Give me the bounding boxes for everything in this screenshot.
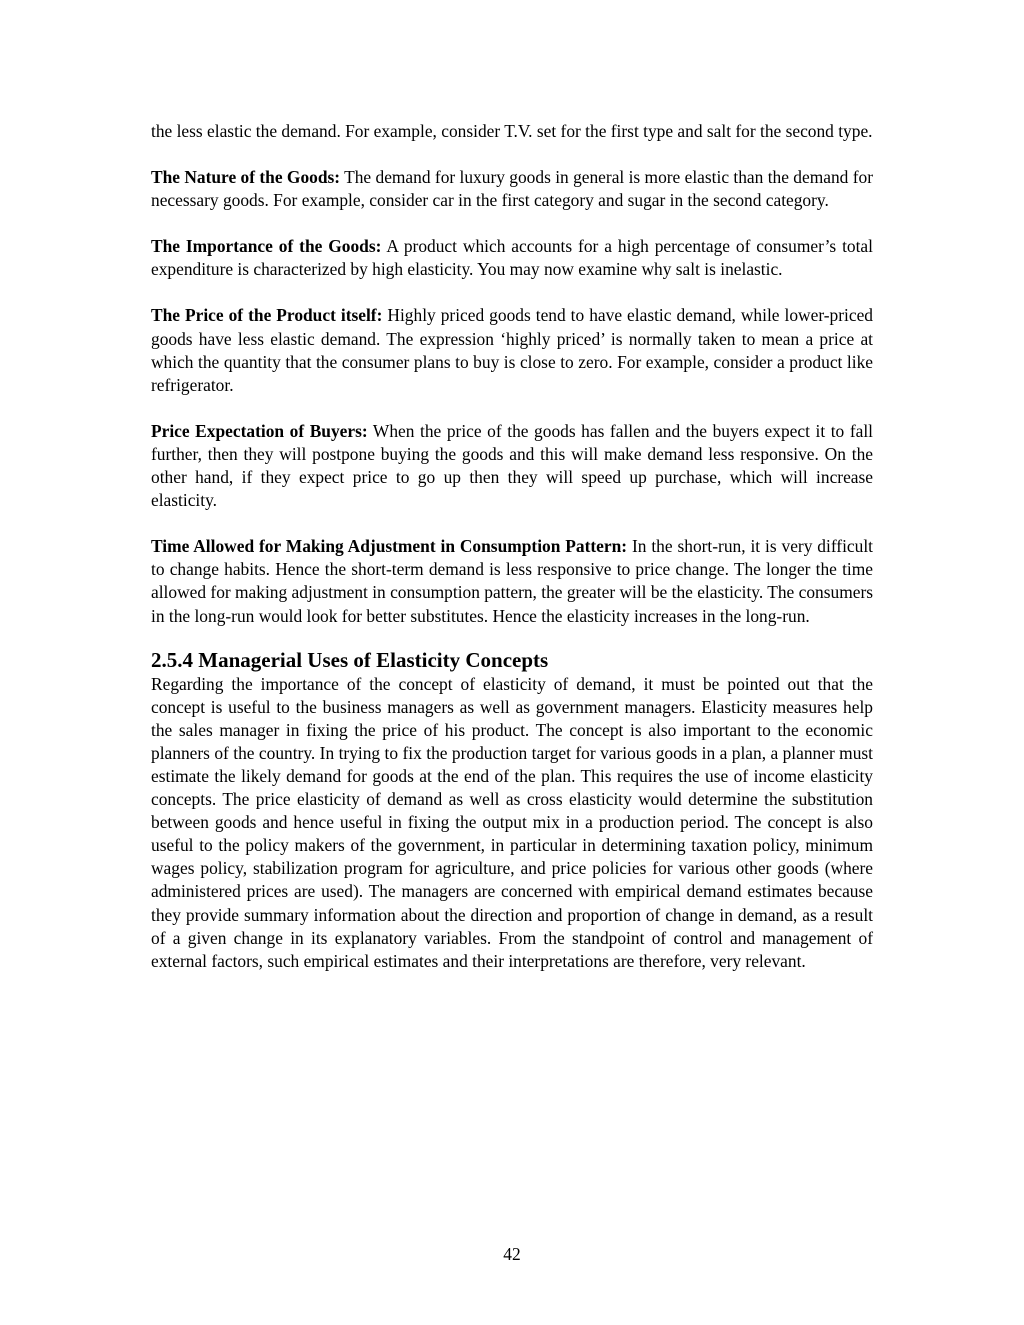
intro-paragraph: the less elastic the demand. For example, consider T.V. set for the first type and salt for the second type. xyxy=(151,121,873,141)
section-body: Regarding the importance of the concept of elasticity of demand, it must be pointed out that the concept is useful to the business managers as well as government managers. Elasticity measures help the sales manager in fixing the price of his product. The concept is also important to the economic planners of the country. In trying to fix the production target for various goods in a plan, a planner must estimate the likely demand for goods at the end of the plan. This requires the use of income elasticity concepts. The price elasticity of demand as well as cross elasticity would determine the substitution between goods and hence useful in fixing the output mix in a production period. The concept is also useful to the policy makers of the government, in particular in determining taxation policy, minimum wages policy, stabilization program for agriculture, and price policies for various other goods (where administered prices are used). The managers are concerned with empirical demand estimates because they provide summary information about the direction and proportion of change in demand, as a result of a given change in its explanatory variables. From the standpoint of control and management of external factors, such empirical estimates and their interpretations are therefore, very relevant. xyxy=(151,673,873,971)
paragraph-heading: The Importance of the Goods: xyxy=(151,236,382,257)
paragraph-body: A product which accounts for a high percentage of consumer’s total expenditure is characterized by high elasticity. You may now examine why salt is inelastic. xyxy=(151,236,873,280)
section-title: 2.5.4 Managerial Uses of Elasticity Concepts xyxy=(151,647,549,672)
paragraph-body: When the price of the goods has fallen and the buyers expect it to fall further, then they will postpone buying the goods and this will make demand less responsive. On the other hand, if they expect price to go up then they will speed up purchase, which will increase elasticity. xyxy=(151,420,873,511)
paragraph-time-allowed xyxy=(151,535,873,627)
paragraph-price-expectation xyxy=(151,420,873,512)
paragraph-heading: The Nature of the Goods: xyxy=(151,167,341,188)
paragraph-heading: Price Expectation of Buyers: xyxy=(151,420,368,441)
page-body xyxy=(151,120,873,996)
paragraph-importance-of-goods xyxy=(151,235,873,281)
paragraph-heading: The Price of the Product itself: xyxy=(151,305,383,326)
paragraph-price-of-product xyxy=(151,304,873,396)
paragraph-body: The demand for luxury goods in general is more elastic than the demand for necessary goods. For example, consider car in the first category and sugar in the second category. xyxy=(151,167,873,211)
paragraph-heading: Time Allowed for Making Adjustment in Consumption Pattern: xyxy=(151,536,628,557)
paragraph-body: Highly priced goods tend to have elastic demand, while lower-priced goods have less elastic demand. The expression ‘highly priced’ is normally taken to mean a price at which the quantity that the consumer plans to buy is close to zero. For example, consider a product like refrigerator. xyxy=(151,305,874,395)
paragraph-nature-of-goods xyxy=(151,166,873,212)
paragraph-body: In the short-run, it is very difficult to change habits. Hence the short-term demand is less responsive to price change. The longer the time allowed for making adjustment in consumption pattern, the greater will be the elasticity. The consumers in the long-run would look for better substitutes. Hence the elasticity increases in the long-run. xyxy=(151,536,873,626)
page-number: 42 xyxy=(503,1244,521,1264)
